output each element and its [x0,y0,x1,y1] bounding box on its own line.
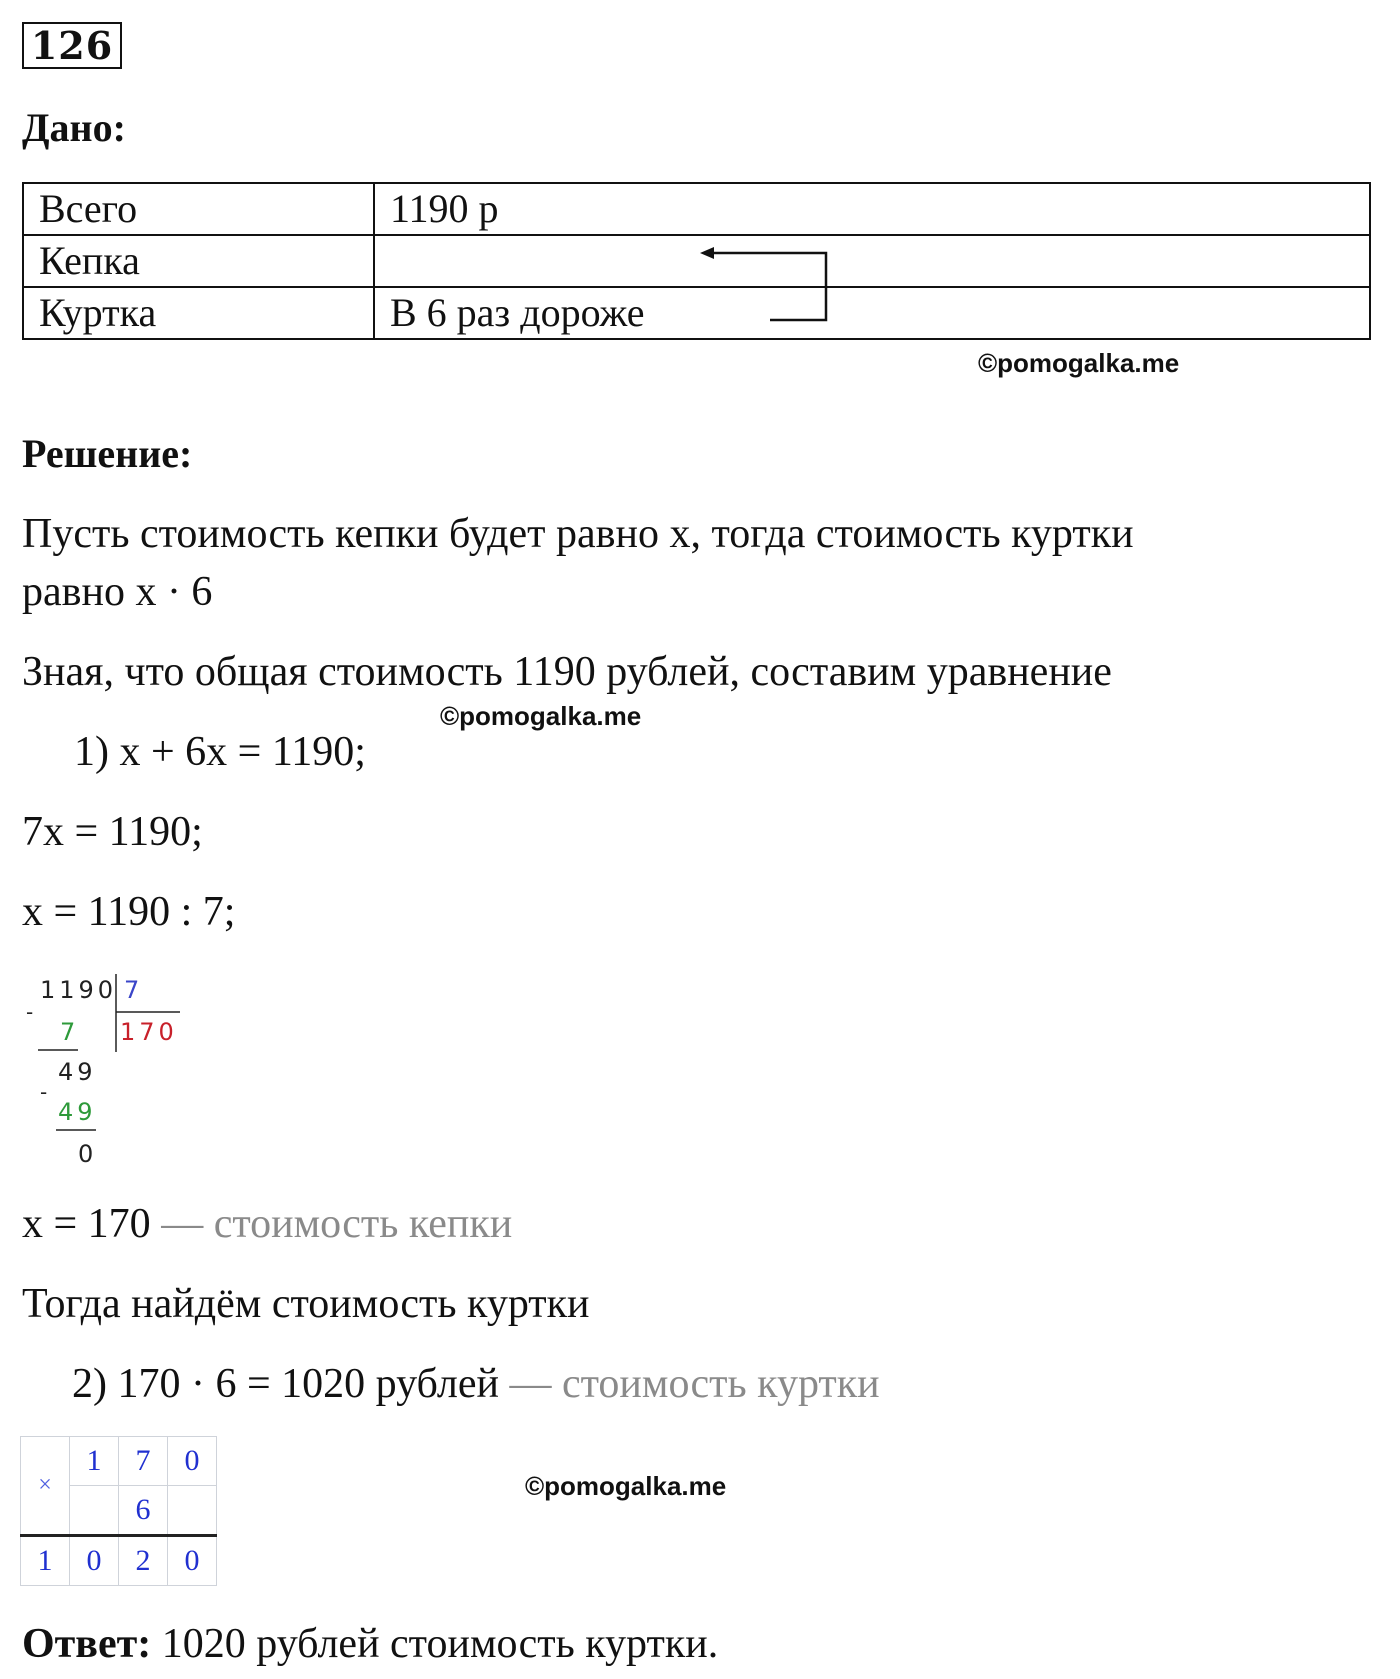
equation-7x: 7x = 1190; [22,809,203,855]
watermark: ©pomogalka.me [525,1471,727,1501]
division-remainder-1: 49 [58,1058,97,1086]
division-dividend: 1190 [40,976,118,1004]
multiplication-cell: 0 [168,1437,217,1486]
given-value-total: 1190 р [374,183,1370,235]
given-value-jacket: В 6 раз дороже [374,287,1370,339]
multiplication-cell: 1 [21,1536,70,1586]
division-remainder-final: 0 [78,1140,98,1168]
multiplication-cell: 2 [119,1536,168,1586]
result-x-value: x = 170 [22,1201,151,1247]
division-divisor: 7 [124,976,144,1004]
division-subtrahend-2: 49 [58,1098,97,1126]
given-label-total: Всего [23,183,374,235]
table-row [21,1437,217,1486]
solution-intro-line1: Пусть стоимость кепки будет равно x, тогда стоимость куртки [22,511,1134,557]
division-minus-sign: - [40,1080,52,1104]
result-x-note: — стоимость кепки [161,1201,513,1247]
step2-equation: 2) 170 · 6 = 1020 рублей [72,1361,499,1407]
given-label-jacket: Куртка [23,287,374,339]
given-value-cap [374,235,1370,287]
given-label-cap: Кепка [23,235,374,287]
multiplication-cell [70,1486,119,1536]
answer-label: Ответ: [22,1621,152,1667]
division-lines [30,970,190,1150]
division-quotient: 170 [120,1018,178,1046]
task-number: 126 [22,22,122,69]
watermark: ©pomogalka.me [978,348,1180,378]
result-x [22,1200,512,1248]
step1-equation: 1) x + 6x = 1190; [74,729,366,775]
multiplication-cell [168,1486,217,1536]
then-text: Тогда найдём стоимость куртки [22,1281,590,1327]
multiplication-cell: 0 [70,1536,119,1586]
equation-x-division: x = 1190 : 7; [22,889,236,935]
step2-note: — стоимость куртки [509,1361,880,1407]
division-minus-sign: - [26,1000,38,1024]
multiplication-cell: 6 [119,1486,168,1536]
answer [22,1620,718,1668]
table-row [23,183,1370,235]
solution-heading: Решение: [22,431,193,476]
division-subtrahend-1: 7 [60,1018,80,1046]
step2 [72,1360,880,1408]
column-multiplication [20,1436,217,1586]
equation-intro: Зная, что общая стоимость 1190 рублей, составим уравнение [22,649,1112,695]
given-heading: Дано: [22,105,126,150]
watermark: ©pomogalka.me [440,701,642,731]
multiplication-cell: 1 [70,1437,119,1486]
relation-arrow [690,238,840,328]
table-row [21,1536,217,1586]
multiplication-sign: × [21,1437,70,1536]
multiplication-cell: 0 [168,1536,217,1586]
solution-intro-line2: равно x · 6 [22,569,213,615]
multiplication-cell: 7 [119,1437,168,1486]
answer-text: 1020 рублей стоимость куртки. [161,1621,719,1667]
